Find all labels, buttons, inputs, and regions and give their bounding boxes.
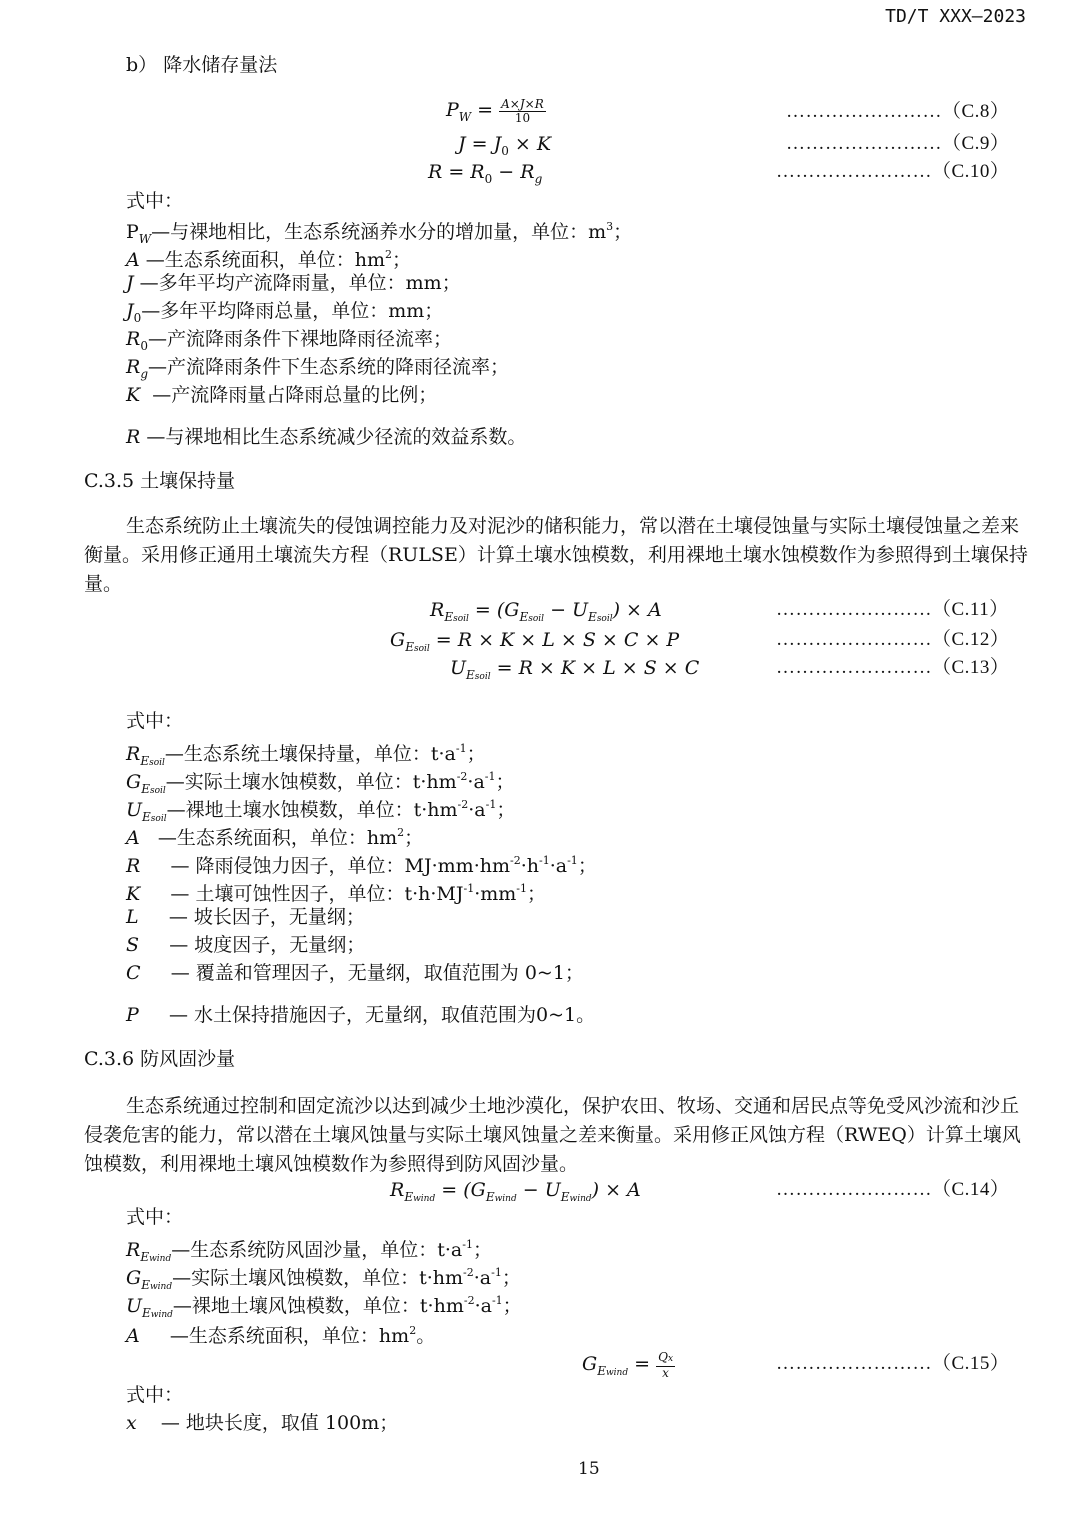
def-a-c35: A —生态系统面积，单位：$hm^2$； <box>126 826 424 849</box>
def-ue-wind: $U_{Ewind}—$裸地土壤风蚀模数，单位：$t\cdot hm^{-2}\cdot a^{-1}$； <box>126 1294 522 1320</box>
equation-number-c14: ……………………（C.14） <box>776 1179 1010 1200</box>
section-c36-title: C.3.6 防风固沙量 <box>84 1048 236 1070</box>
def-s-c35: S — 坡度因子，无量纲； <box>126 934 366 956</box>
equation-c11: $R_{Esoil} = (G_{Esoil} - U_{Esoil}) \times A$ <box>430 599 662 624</box>
def-ue-soil: $U_{Esoil}—$裸地土壤水蚀模数，单位：$t\cdot hm^{-2}\cdot a^{-1}$； <box>126 798 516 824</box>
def-j0: $J_0—$多年平均降雨总量，单位：mm； <box>126 300 444 325</box>
def-c-c35: C — 覆盖和管理因子，无量纲，取值范围为 0~1； <box>126 962 584 984</box>
where-label-c35: 式中： <box>126 710 184 732</box>
where-label-c36: 式中： <box>126 1206 184 1228</box>
def-ge-wind: $G_{Ewind}—$实际土壤风蚀模数，单位：$t\cdot hm^{-2}\cdot a^{-1}$； <box>126 1266 521 1292</box>
equation-number-c10: ……………………（C.10） <box>776 161 1010 182</box>
page-number: 15 <box>578 1459 600 1479</box>
def-a-c36: A —生态系统面积，单位：$hm^2$。 <box>126 1324 436 1347</box>
equation-c15: $G_{Ewind}$ = $\frac{Qx}{x}$ <box>582 1349 674 1380</box>
equation-number-c8: ……………………（C.8） <box>786 101 1010 122</box>
section-c35-paragraph: 生态系统防止土壤流失的侵蚀调控能力及对泥沙的储积能力，常以潜在土壤侵蚀量与实际土壤侵蚀量之差来衡量。采用修正通用土壤流失方程（RULSE）计算土壤水蚀模数，利用裸地土壤水蚀模数作为参照得到土壤保持量。 <box>84 515 1028 595</box>
def-rg: $R_g—$产流降雨条件下生态系统的降雨径流率； <box>126 356 510 381</box>
equation-c10: $R = R_0 - R_g$ <box>428 161 543 186</box>
equation-number-c15: ……………………（C.15） <box>776 1353 1010 1374</box>
equation-c14: $R_{Ewind} = (G_{Ewind} - U_{Ewind}) \times A$ <box>390 1179 641 1204</box>
equation-c13: $U_{Esoil} = R \times K \times L \times S \times C$ <box>450 657 700 682</box>
def-j: J —多年平均产流降雨量，单位：mm； <box>126 272 461 294</box>
def-ge-soil: $G_{Esoil}—$实际土壤水蚀模数，单位：$t\cdot hm^{-2}\cdot a^{-1}$； <box>126 770 515 796</box>
equation-c12: $G_{Esoil} = R \times K \times L \times S \times C \times P$ <box>390 629 680 654</box>
doc-code: TD/T XXX—2023 <box>885 6 1026 27</box>
def-x-c36: x — 地块长度，取值 100m； <box>126 1412 399 1434</box>
def-pw: $P_W—$与裸地相比，生态系统涵养水分的增加量，单位：$m^3$； <box>126 220 633 246</box>
def-r0: $R_0—$产流降雨条件下裸地降雨径流率； <box>126 328 452 353</box>
def-r: R —与裸地相比生态系统减少径流的效益系数。 <box>126 426 527 448</box>
section-b-title: b） 降水储存量法 <box>126 54 278 76</box>
equation-number-c12: ……………………（C.12） <box>776 629 1010 650</box>
equation-number-c9: ……………………（C.9） <box>786 133 1010 154</box>
def-k: K —产流降雨量占降雨总量的比例； <box>126 384 438 406</box>
equation-number-c13: ……………………（C.13） <box>776 657 1010 678</box>
def-k-c35: K — 土壤可蚀性因子，单位：$t\cdot h\cdot MJ^{-1}\cdot mm^{-1}$； <box>126 882 547 905</box>
def-re-wind: $R_{Ewind}—$生态系统防风固沙量，单位：$t\cdot a^{-1}$； <box>126 1238 492 1264</box>
def-a: A —生态系统面积，单位：$hm^2$； <box>126 248 412 271</box>
def-p-c35: P — 水土保持措施因子，无量纲，取值范围为0~1。 <box>126 1004 596 1026</box>
where-label-b: 式中： <box>126 190 184 212</box>
equation-number-c11: ……………………（C.11） <box>776 599 1009 620</box>
equation-c9: $J = J_0 \times K$ <box>458 133 552 158</box>
section-c36-paragraph: 生态系统通过控制和固定流沙以达到减少土地沙漠化，保护农田、牧场、交通和居民点等免受风沙流和沙丘侵袭危害的能力，常以潜在土壤风蚀量与实际土壤风蚀量之差来衡量。采用修正风蚀方程（RWEQ）计算土壤风蚀模数，利用裸地土壤风蚀模数作为参照得到防风固沙量。 <box>84 1095 1021 1175</box>
def-re-soil: $R_{Esoil}—$生态系统土壤保持量，单位：$t\cdot a^{-1}$； <box>126 742 486 768</box>
def-l-c35: L — 坡长因子，无量纲； <box>126 906 365 928</box>
def-r-c35: R — 降雨侵蚀力因子，单位：$MJ\cdot mm\cdot hm^{-2}\cdot h^{-1}\cdot a^{-1}$； <box>126 854 597 877</box>
equation-c8: $P_W$ = $\frac{A\times J\times R}{10}$ <box>446 96 544 125</box>
where-label-c36-2: 式中： <box>126 1384 184 1406</box>
section-c35-title: C.3.5 土壤保持量 <box>84 470 236 492</box>
